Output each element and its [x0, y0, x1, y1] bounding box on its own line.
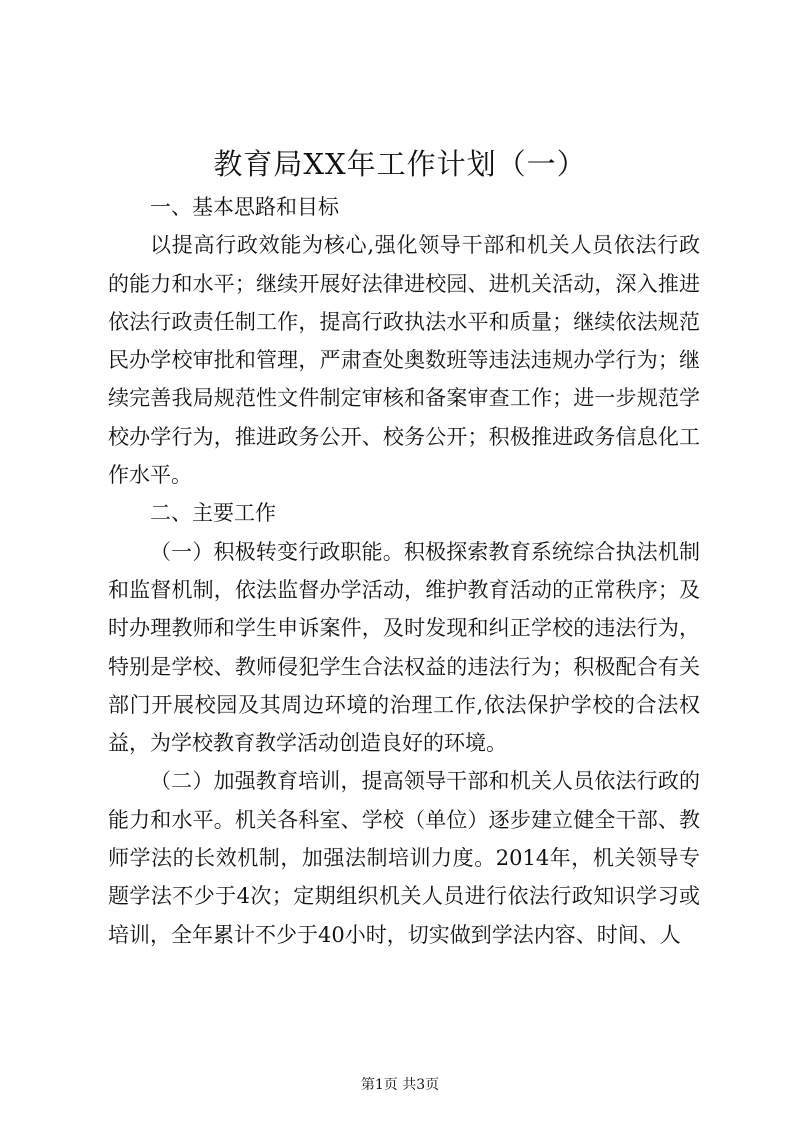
paragraph-3: （二）加强教育培训，提高领导干部和机关人员依法行政的能力和水平。机关各科室、学校（单位）逐步建立健全干部、教师学法的长效机制，加强法制培训力度。2014年，机关领导专题学法不少于4次；定期组织机关人员进行依法行政知识学习或培训，全年累计不少于40小时，切实做到学法内容、时间、人 [108, 769, 700, 947]
page-footer: 第1页 共3页 [360, 1077, 440, 1093]
section-heading-1: 一、基本思路和目标 [150, 195, 339, 219]
document-body [108, 188, 700, 954]
section-heading-2: 二、主要工作 [150, 501, 276, 526]
document-title: 教育局XX年工作计划（一） [213, 147, 587, 181]
paragraph-1: 以提高行政效能为核心,强化领导干部和机关人员依法行政的能力和水平；继续开展好法律进校园、进机关活动，深入推进依法行政责任制工作，提高行政执法水平和质量；继续依法规范民办学校审批和管理，严肃查处奥数班等违法违规办学行为；继续完善我局规范性文件制定审核和备案审查工作；进一步规范学校办学行为，推进政务公开、校务公开；积极推进政务信息化工作水平。 [108, 233, 700, 488]
paragraph-2: （一）积极转变行政职能。积极探索教育系统综合执法机制和监督机制，依法监督办学活动，维护教育活动的正常秩序；及时办理教师和学生申诉案件，及时发现和纠正学校的违法行为，特别是学校、教师侵犯学生合法权益的违法行为；积极配合有关部门开展校园及其周边环境的治理工作,依法保护学校的合法权益，为学校教育教学活动创造良好的环境。 [108, 539, 700, 756]
